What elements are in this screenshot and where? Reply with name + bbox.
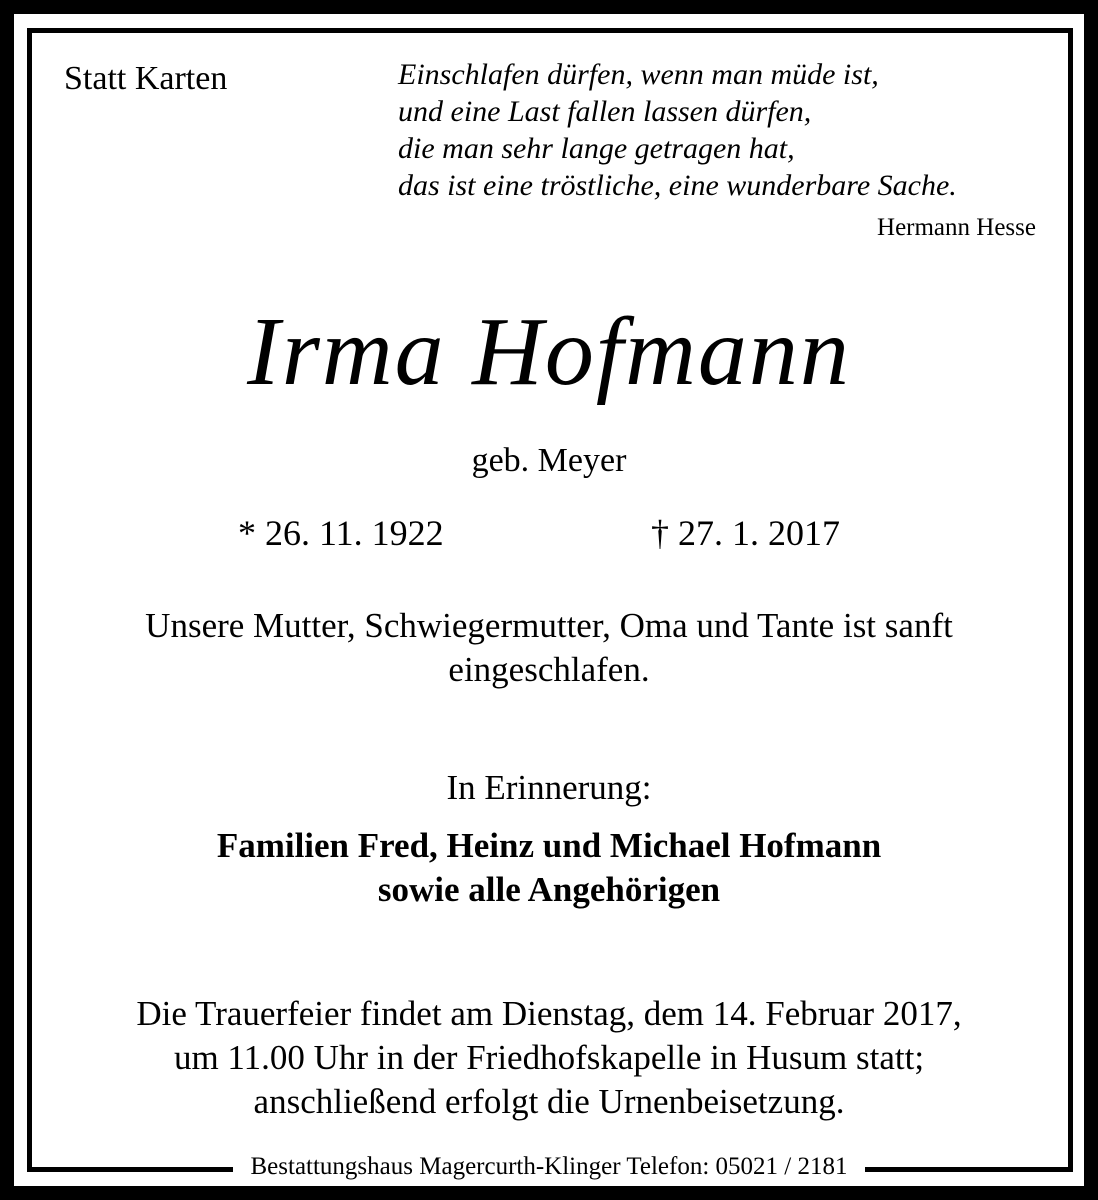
statt-karten-note: Statt Karten — [64, 60, 228, 97]
families-line: sowie alle Angehörigen — [377, 870, 721, 909]
poem-line: das ist eine tröstliche, eine wunderbare Sache. — [398, 169, 957, 202]
deceased-name: Irma Hofmann — [247, 298, 851, 406]
poem-line: die man sehr lange getragen hat, — [398, 132, 795, 165]
funeral-home-contact: Bestattungshaus Magercurth-Klinger Telefon: 05021 / 2181 — [233, 1152, 866, 1182]
birth-date: * 26. 11. 1922 — [238, 513, 444, 553]
poem-line: Einschlafen dürfen, wenn man müde ist, — [398, 58, 879, 91]
maiden-name: geb. Meyer — [471, 442, 627, 479]
poem-quote — [398, 56, 957, 204]
poem-author: Hermann Hesse — [877, 214, 1036, 241]
ceremony-line: um 11.00 Uhr in der Friedhofskapelle in Husum statt; — [173, 1038, 925, 1077]
ceremony-details — [0, 992, 1098, 1124]
ceremony-line: Die Trauerfeier findet am Dienstag, dem 14. Februar 2017, — [136, 994, 962, 1033]
families-line: Familien Fred, Heinz und Michael Hofmann — [216, 826, 882, 865]
mourning-families — [0, 824, 1098, 912]
announcement-line: Unsere Mutter, Schwiegermutter, Oma und Tante ist sanft — [145, 606, 953, 645]
memory-label: In Erinnerung: — [446, 768, 652, 807]
announcement-text — [0, 604, 1098, 692]
death-date: † 27. 1. 2017 — [651, 513, 840, 553]
ceremony-line: anschließend erfolgt die Urnenbeisetzung. — [253, 1082, 845, 1121]
announcement-line: eingeschlafen. — [448, 650, 650, 689]
footer — [0, 1153, 1098, 1194]
poem-line: und eine Last fallen lassen dürfen, — [398, 95, 812, 128]
